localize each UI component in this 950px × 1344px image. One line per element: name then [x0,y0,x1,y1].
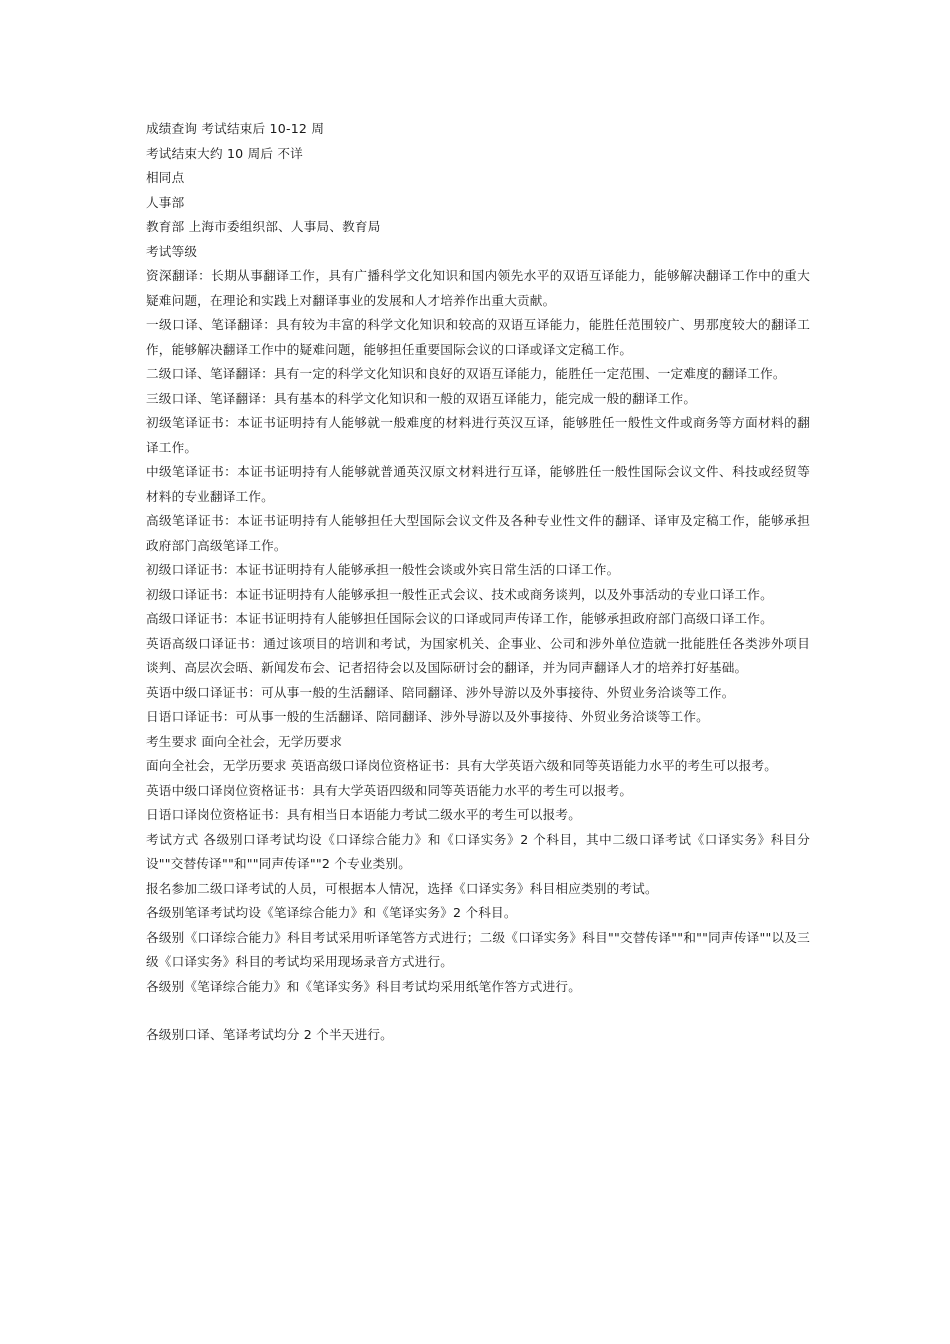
paragraph-junior-written: 初级笔译证书：本证书证明持有人能够就一般难度的材料进行英汉互译，能够胜任一般性文件或商务等方面材料的翻译工作。 [146,415,810,455]
line-similarities: 相同点 [146,170,185,185]
paragraph-junior-oral: 初级口译证书：本证书证明持有人能够承担一般性会谈或外宾日常生活的口译工作。 [146,562,620,577]
line-ministry-personnel: 人事部 [146,194,185,210]
line-candidate-requirements: 考生要求 面向全社会，无学历要求 [146,733,343,749]
paragraph-senior-oral: 高级口译证书：本证书证明持有人能够担任国际会议的口译或同声传译工作，能够承担政府部门高级口译工作。 [146,611,773,626]
paragraph-exam-format: 考试方式 各级别口译考试均设《口译综合能力》和《口译实务》2 个科目，其中二级口译考试《口译实务》科目分设""交替传译""和""同声传译""2 个专业类别。 [146,831,810,871]
paragraph-level-2-registration: 报名参加二级口译考试的人员，可根据本人情况，选择《口译实务》科目相应类别的考试。 [146,880,658,896]
paragraph-written-exam-method: 各级别《笔译综合能力》和《笔译实务》科目考试均采用纸笔作答方式进行。 [146,978,581,994]
line-ministry-education: 教育部 上海市委组织部、人事局、教育局 [146,219,381,234]
paragraph-english-senior-requirement: 面向全社会，无学历要求 英语高级口译岗位资格证书：具有大学英语六级和同等英语能力水平的考生可以报考。 [146,758,778,773]
paragraph-written-subjects: 各级别笔译考试均设《笔译综合能力》和《笔译实务》2 个科目。 [146,905,517,920]
line-score-query-2: 考试结束大约 10 周后 不详 [146,145,303,161]
paragraph-junior-oral-2: 初级口译证书：本证书证明持有人能够承担一般性正式会议、技术或商务谈判，以及外事活动的专业口译工作。 [146,586,773,602]
line-exam-levels: 考试等级 [146,243,198,259]
paragraph-english-senior-oral: 英语高级口译证书：通过该项目的培训和考试，为国家机关、企事业、公司和涉外单位造就一批能胜任各类涉外项目谈判、高层次会晤、新闻发布会、记者招待会以及国际研讨会的翻译，并为同声翻译人才的培养打好基础。 [146,635,810,675]
paragraph-english-intermediate-oral: 英语中级口译证书：可从事一般的生活翻译、陪同翻译、涉外导游以及外事接待、外贸业务洽谈等工作。 [146,684,735,700]
paragraph-english-intermediate-requirement: 英语中级口译岗位资格证书：具有大学英语四级和同等英语能力水平的考生可以报考。 [146,782,633,798]
paragraph-level-1: 一级口译、笔译翻译：具有较为丰富的科学文化知识和较高的双语互译能力，能胜任范围较广、男那度较大的翻译工作，能够解决翻译工作中的疑难问题，能够担任重要国际会议的口译或译文定稿工作。 [146,317,810,357]
blank-line [146,999,810,1023]
paragraph-oral-exam-method: 各级别《口译综合能力》科目考试采用听译笔答方式进行；二级《口译实务》科目""交替传译""和""同声传译""以及三级《口译实务》科目的考试均采用现场录音方式进行。 [146,929,810,969]
paragraph-intermediate-written: 中级笔译证书：本证书证明持有人能够就普通英汉原文材料进行互译，能够胜任一般性国际会议文件、科技或经贸等材料的专业翻译工作。 [146,464,810,504]
line-score-query: 成绩查询 考试结束后 10-12 周 [146,121,325,136]
paragraph-level-2: 二级口译、笔译翻译：具有一定的科学文化知识和良好的双语互译能力，能胜任一定范围、一定难度的翻译工作。 [146,366,786,381]
paragraph-japanese-oral: 日语口译证书：可从事一般的生活翻译、陪同翻译、涉外导游以及外事接待、外贸业务洽谈等工作。 [146,709,709,724]
paragraph-senior-written: 高级笔译证书：本证书证明持有人能够担任大型国际会议文件及各种专业性文件的翻译、译审及定稿工作，能够承担政府部门高级笔译工作。 [146,513,810,553]
paragraph-exam-schedule: 各级别口译、笔译考试均分 2 个半天进行。 [146,1027,393,1042]
document-body [146,117,810,1048]
paragraph-level-3: 三级口译、笔译翻译：具有基本的科学文化知识和一般的双语互译能力，能完成一般的翻译工作。 [146,390,697,406]
paragraph-senior-translator: 资深翻译：长期从事翻译工作，具有广播科学文化知识和国内领先水平的双语互译能力，能够解决翻译工作中的重大疑难问题，在理论和实践上对翻译事业的发展和人才培养作出重大贡献。 [146,268,810,308]
paragraph-japanese-requirement: 日语口译岗位资格证书：具有相当日本语能力考试二级水平的考生可以报考。 [146,807,581,822]
